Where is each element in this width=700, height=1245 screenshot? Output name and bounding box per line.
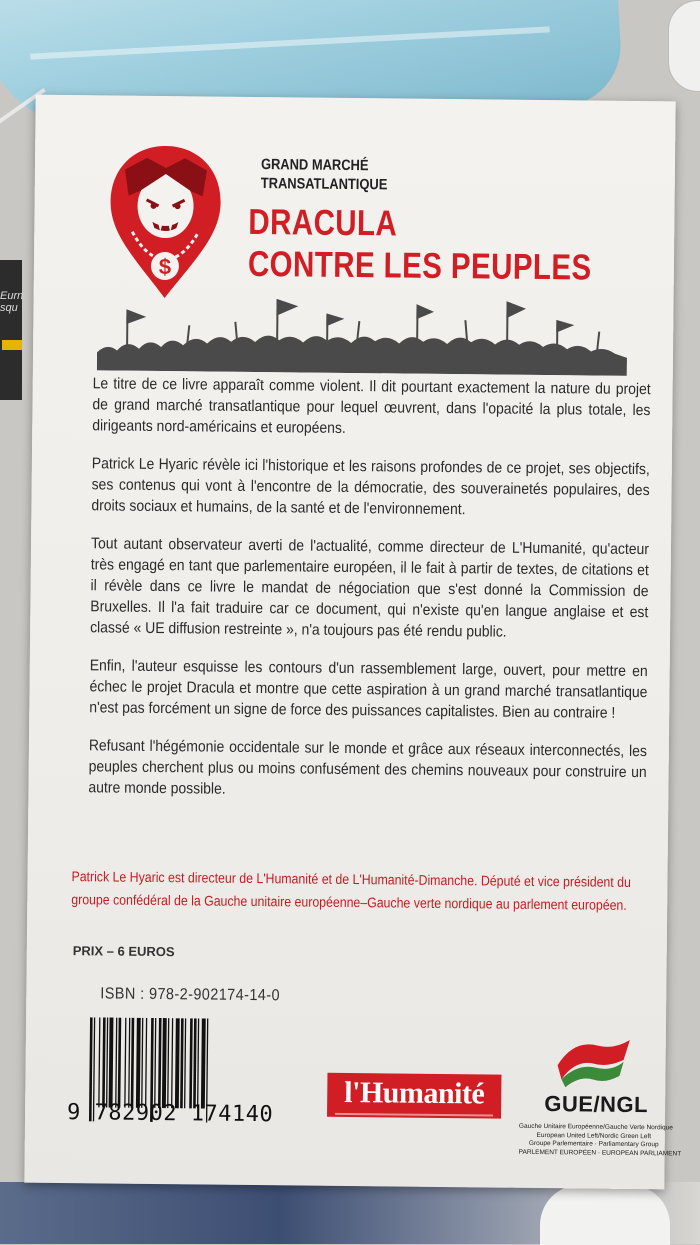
blurb-paragraph: Refusant l'hégémonie occidentale sur le monde et grâce aux réseaux interconnectés, les peuples cherchent plus ou moins confusément des chemins nouveaux pour construire un autre monde possible. <box>88 735 647 804</box>
adjacent-book-tag <box>2 340 22 350</box>
kicker-line: TRANSATLANTIQUE <box>261 174 450 195</box>
barcode-bar <box>124 1018 126 1108</box>
book-title-line: DRACULA <box>248 201 609 247</box>
humanite-logo-underline <box>335 1113 493 1117</box>
barcode-bar <box>106 1017 108 1107</box>
blurb <box>88 373 653 821</box>
kicker-title <box>261 155 451 195</box>
adjacent-book <box>0 260 22 400</box>
barcode-bar <box>136 1018 141 1108</box>
gue-ngl-name: GUE/NGL <box>531 1091 661 1118</box>
gue-ngl-line: European United Left/Nordic Green Left <box>519 1131 669 1141</box>
barcode-bar <box>171 1018 173 1108</box>
barcode-bar <box>109 1018 114 1108</box>
isbn-label: ISBN : 978-2-902174-14-0 <box>100 985 280 1005</box>
book-title-line: CONTRE LES PEUPLES <box>248 243 609 289</box>
blurb-paragraph: Tout autant observateur averti de l'actualité, comme directeur de L'Humanité, qu'acteur très engagé en tant que parlementaire européen, il le fait à partir de textes, de citations et il révèle dans ce livre le mandat de négociation que s'est donné la Commission de Bruxelles. Il l'a fait traduire car ce document, qui n'existe qu'en langue anglaise et est classé « UE diffusion restreinte », n'a toujours pas été rendu public. <box>90 533 649 644</box>
barcode-bar <box>158 1018 162 1108</box>
barcode-bar <box>131 1018 135 1108</box>
barcode-bar <box>184 1018 186 1108</box>
gue-ngl-flag-icon <box>553 1035 634 1088</box>
gue-ngl-logo <box>512 1035 663 1177</box>
barcode-bar <box>162 1018 167 1108</box>
barcode-bar <box>98 1017 100 1107</box>
dollar-symbol: $ <box>159 254 172 279</box>
gue-ngl-line: Gauche Unitaire Européenne/Gauche Verte Nordique <box>519 1123 669 1133</box>
humanite-logo <box>327 1073 501 1119</box>
barcode-bar <box>189 1018 193 1108</box>
barcode-bar <box>141 1018 143 1108</box>
barcode-bar <box>145 1018 147 1108</box>
barcode-bar <box>175 1018 180 1108</box>
barcode-bar <box>201 1018 206 1108</box>
crowd-silhouette-illustration <box>97 290 628 376</box>
kicker-line: GRAND MARCHÉ <box>261 155 450 176</box>
barcode-bar <box>118 1018 122 1108</box>
barcode-bar <box>115 1018 117 1108</box>
humanite-logo-text: l'Humanité <box>344 1076 484 1110</box>
gue-ngl-subtitle <box>519 1123 669 1159</box>
gue-ngl-line: PARLEMENT EUROPÉEN · EUROPEAN PARLIAMENT <box>519 1148 669 1158</box>
barcode-bar <box>197 1018 199 1108</box>
barcode-digits: 9 782902 174140 <box>67 1100 273 1127</box>
blurb-paragraph: Enfin, l'auteur esquisse les contours d'un rassemblement large, ouvert, pour mettre en échec le projet Dracula et montre que cette aspiration à un grand marché transatlantique n'est pas forcément un signe de force des puissances capitalistes. Bien au contraire ! <box>89 655 648 724</box>
barcode-bar <box>102 1017 106 1107</box>
dracula-vampire-icon <box>106 139 226 300</box>
blurb-paragraph: Le titre de ce livre apparaît comme violent. Il dit pourtant exactement la nature du projet de grand marché transatlantique pour lequel œuvrent, dans l'opacité la plus totale, les dirigeants nord-américains et européens. <box>92 373 651 442</box>
book-title <box>248 201 610 289</box>
barcode-bar <box>180 1018 184 1108</box>
shoe <box>540 1185 670 1245</box>
barcode-bar <box>167 1018 169 1108</box>
book-back-cover <box>24 95 675 1190</box>
adjacent-book-text: Eurn squ <box>0 290 23 314</box>
gue-ngl-line: Groupe Parlementaire · Parliamentary Group <box>519 1140 669 1150</box>
computer-mouse <box>668 0 700 92</box>
blurb-paragraph: Patrick Le Hyaric révèle ici l'historique et les raisons profondes de ce projet, ses objectifs, ses contenus qui vont à l'encontre de la démocratie, des souverainetés populaires, des droits sociaux et humains, de la santé et de l'environnement. <box>91 453 650 522</box>
price-label: PRIX – 6 EUROS <box>73 943 175 959</box>
author-bio: Patrick Le Hyaric est directeur de L'Humanité et de L'Humanité-Dimanche. Député et vice président du groupe confédéral de la Gauche unitaire européenne–Gauche verte nordique au parlement européen. <box>71 865 652 917</box>
barcode-bar <box>154 1018 156 1108</box>
barcode-bar <box>128 1018 130 1108</box>
barcode-bar <box>193 1018 197 1108</box>
